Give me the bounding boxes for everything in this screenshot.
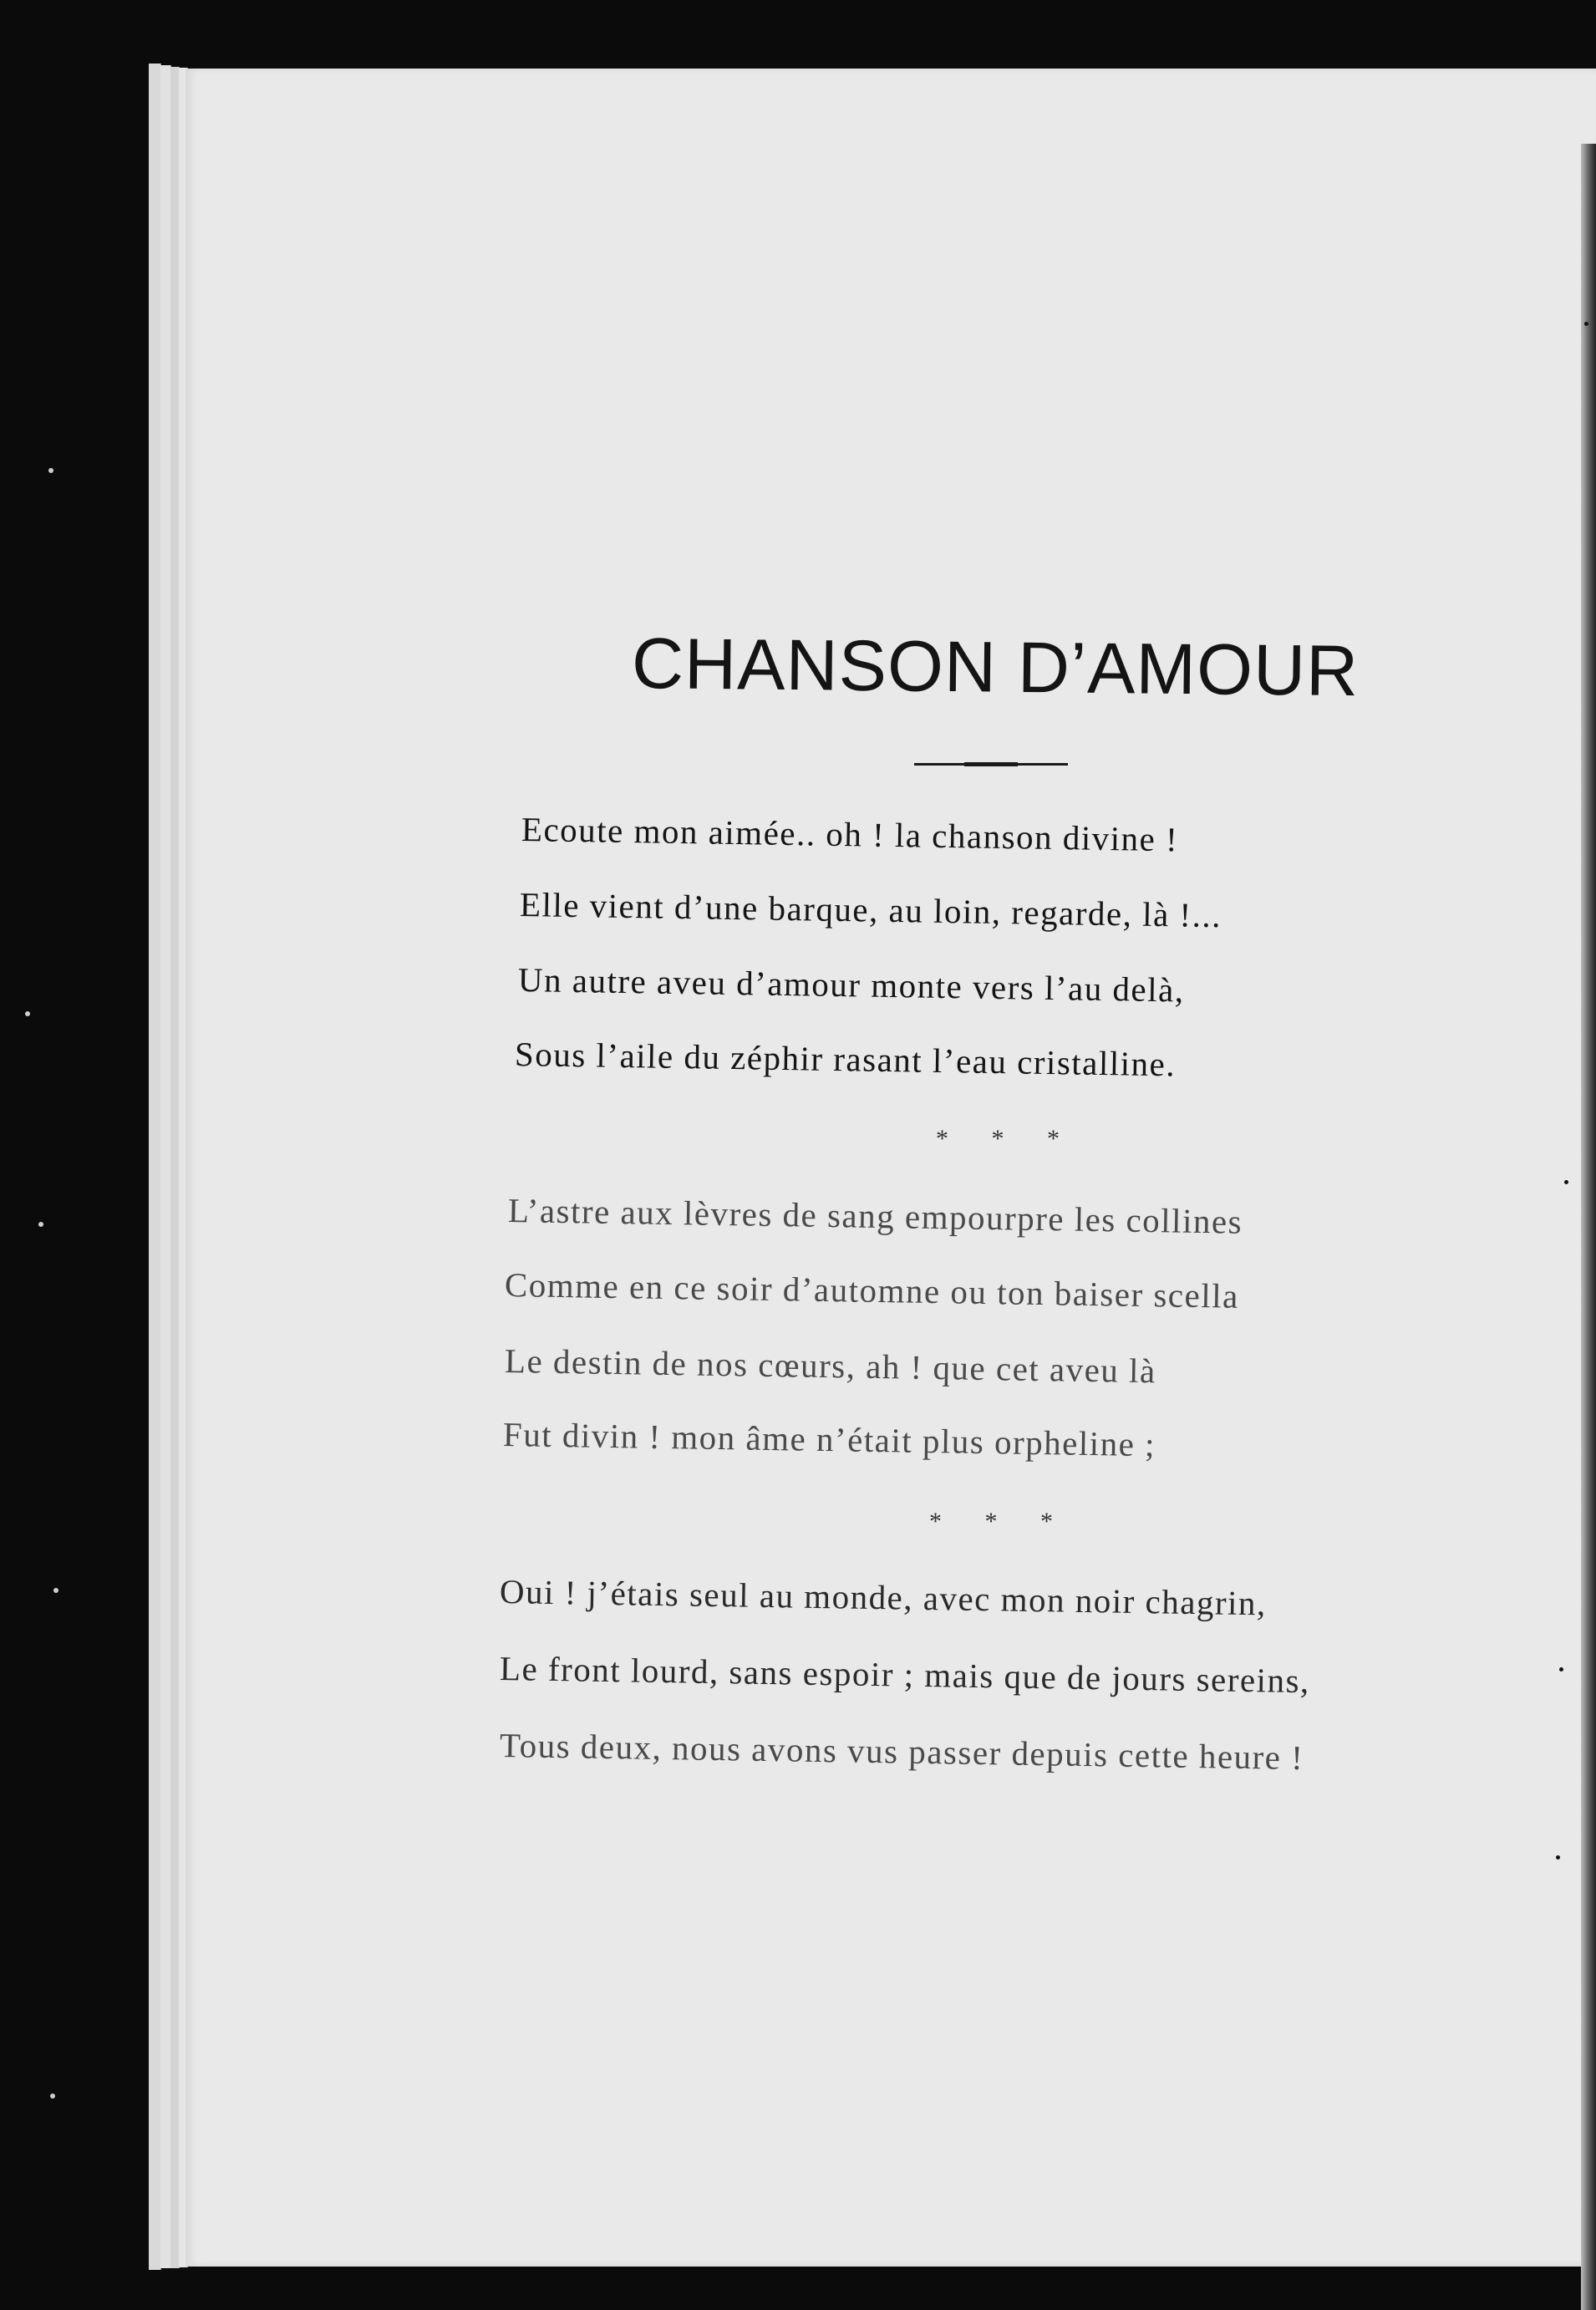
verse-line: Oui ! j’étais seul au monde, avec mon noir chagrin, [499,1572,1268,1623]
verse-line: Le front lourd, sans espoir ; mais que de jours sereins, [499,1649,1311,1701]
page-edge [149,64,161,2270]
verse-line: Elle vient d’une barque, au loin, regarde, là !... [519,885,1222,935]
dust-speck [1556,1855,1560,1860]
verse-line: Fut divin ! mon âme n’était plus orpheline ; [502,1415,1156,1464]
dust-speck [48,468,53,473]
title-rule [914,763,1068,766]
verse-line: L’astre aux lèvres de sang empourpre les collines [507,1191,1243,1241]
book-page [186,69,1596,2267]
dust-speck [25,1011,30,1016]
verse-line: Le destin de nos cœurs, ah ! que cet aveu là [504,1341,1157,1391]
poem-title: CHANSON D’AMOUR [631,623,1360,712]
dust-speck [53,1588,58,1593]
verse-line: Tous deux, nous avons vus passer depuis cette heure ! [499,1726,1304,1778]
dust-speck [1559,1667,1563,1671]
stanza-separator: * * * [929,1508,1071,1535]
stanza-separator: * * * [936,1125,1078,1152]
dust-speck [38,1222,43,1227]
dust-speck [50,2094,55,2099]
verse-line: Un autre aveu d’amour monte vers l’au delà, [517,960,1185,1010]
verse-line: Sous l’aile du zéphir rasant l’eau cristalline. [514,1035,1177,1084]
dust-speck [1584,322,1588,326]
verse-line: Ecoute mon aimée.. oh ! la chanson divine ! [521,810,1179,859]
verse-line: Comme en ce soir d’automne ou ton baiser scella [504,1265,1240,1315]
page-binding-edge [1581,144,1596,2310]
dust-speck [1564,1180,1568,1184]
